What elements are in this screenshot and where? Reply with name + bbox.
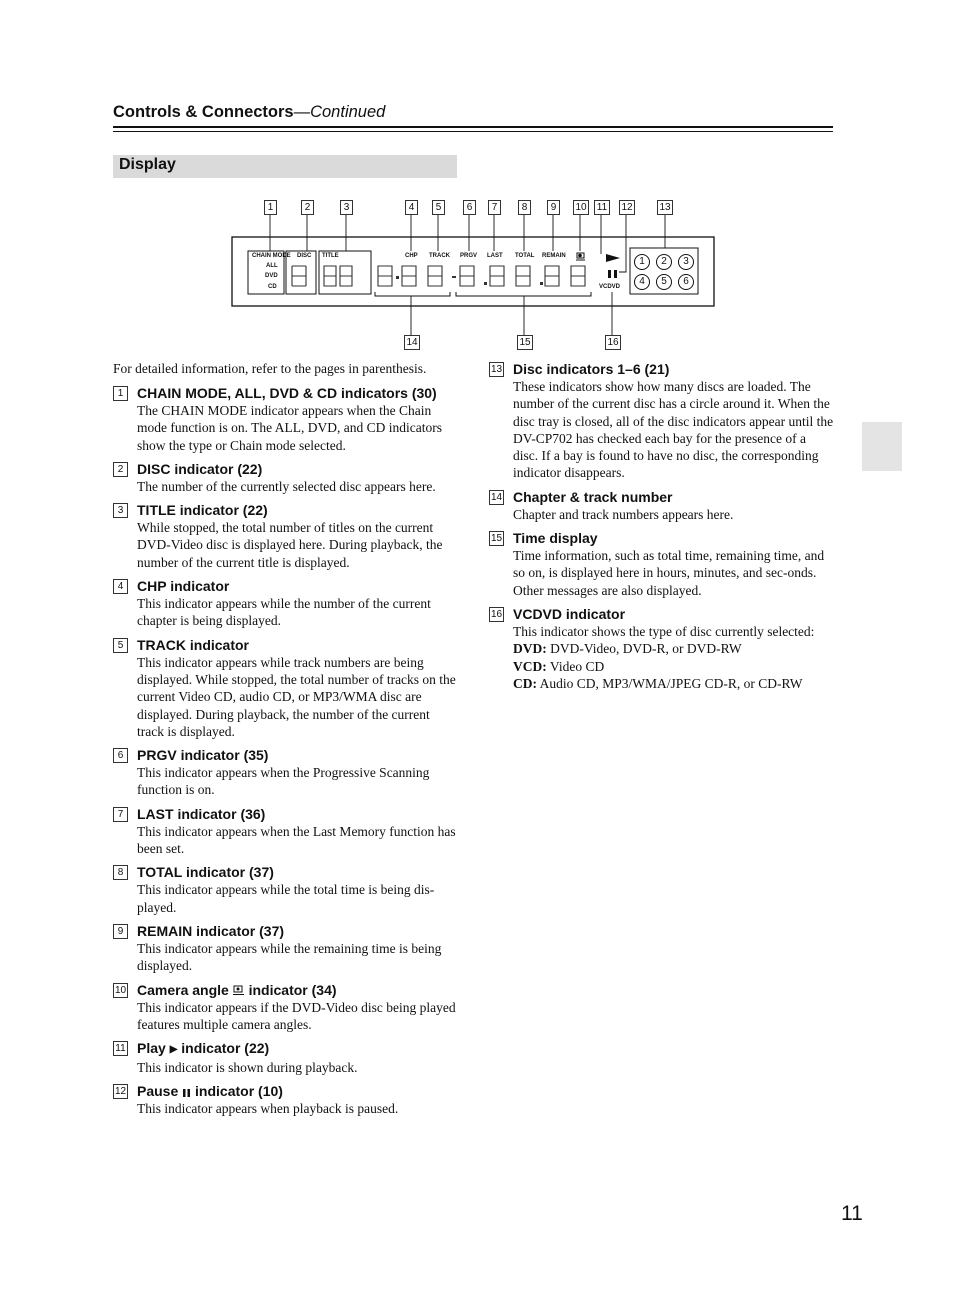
lcd-label-disc: DISC (297, 253, 312, 259)
item-body: The CHAIN MODE indicator appears when the Chain mode function is on. The ALL, DVD, and CD indicators show the type or Chain mode selected. (137, 403, 442, 453)
left-column (113, 360, 458, 1124)
disc-indicator-6: 6 (678, 274, 694, 290)
item-number: 10 (114, 984, 127, 996)
item-title: DISC indicator (22) (137, 460, 263, 477)
item-body: This indicator appears while the number of the current chapter is being displayed. (137, 596, 431, 629)
callout-7: 7 (488, 200, 501, 215)
callout-16: 16 (605, 335, 621, 350)
callout-15: 15 (517, 335, 533, 350)
item-2 (113, 460, 458, 495)
lcd-label-vcdvd: VCDVD (599, 284, 621, 290)
item-title: Time display (513, 530, 598, 547)
lcd-label-title: TITLE (322, 253, 339, 259)
callout-2: 2 (301, 200, 314, 215)
item-number: 1 (113, 386, 128, 401)
item-number: 7 (113, 807, 128, 822)
item-title: LAST indicator (36) (137, 805, 266, 822)
item-title (137, 1082, 458, 1100)
display-diagram-graphic (0, 0, 954, 360)
lcd-label-chp: CHP (405, 253, 418, 259)
header-continued: —Continued (293, 103, 386, 121)
disc-indicator-2: 2 (656, 254, 672, 270)
callout-9: 9 (547, 200, 560, 215)
camera-angle-icon (576, 253, 585, 260)
item-number: 5 (113, 638, 128, 653)
item-title: TITLE indicator (22) (137, 502, 268, 519)
item-number: 9 (113, 924, 128, 939)
item-14 (489, 488, 834, 523)
item-title: Disc indicators 1–6 (21) (513, 361, 670, 377)
item-number: 3 (113, 503, 128, 518)
item-body: This indicator appears if the DVD-Video disc being played features multiple camera angles. (137, 999, 456, 1032)
disc-indicator-4: 4 (634, 274, 650, 290)
item-number: 15 (490, 533, 503, 545)
item-title: REMAIN indicator (37) (137, 922, 285, 939)
cd-key: CD: (513, 675, 537, 691)
item-number: 12 (114, 1086, 127, 1098)
item-title: Chapter & track number (513, 488, 673, 505)
callout-8: 8 (518, 200, 531, 215)
item-number: 8 (113, 865, 128, 880)
item-body-text: This indicator shows the type of disc currently selected: (513, 623, 815, 639)
item-number: 14 (490, 491, 503, 503)
vcd-key: VCD: (513, 658, 547, 674)
item-body (513, 623, 834, 692)
section-title: Display (119, 156, 176, 173)
disc-indicator-3: 3 (678, 254, 694, 270)
item-body: This indicator appears when the Last Memory function has been set. (137, 823, 456, 857)
item-title-part: indicator (10) (195, 1083, 283, 1100)
page-number: 11 (841, 1202, 863, 1225)
callout-6: 6 (463, 200, 476, 215)
item-13 (489, 360, 834, 482)
item-body: Chapter and track numbers appears here. (513, 506, 734, 522)
item-16 (489, 605, 834, 692)
vcd-value: Video CD (549, 658, 605, 674)
lcd-label-remain: REMAIN (542, 253, 566, 259)
lcd-label-chain-mode: CHAIN MODE (252, 253, 291, 259)
item-title-part: indicator (34) (248, 981, 337, 998)
right-column (489, 360, 834, 698)
callout-11: 11 (594, 200, 610, 215)
side-tab (862, 422, 902, 471)
item-number: 2 (113, 462, 128, 477)
callout-13: 13 (657, 200, 673, 215)
dvd-value: DVD-Video, DVD-R, or DVD-RW (550, 641, 742, 657)
item-number: 4 (113, 579, 128, 594)
pause-bars-icon (608, 270, 611, 278)
item-body: This indicator appears when playback is paused. (137, 1101, 399, 1117)
callout-5: 5 (432, 200, 445, 215)
item-title: VCDVD indicator (513, 605, 626, 622)
item-8 (113, 863, 458, 916)
lcd-label-prgv: PRGV (460, 253, 478, 259)
item-title: PRGV indicator (35) (137, 747, 269, 764)
item-body: This indicator appears when the Progressive Scanning function is on. (137, 765, 430, 798)
item-body: While stopped, the total number of titles on the current DVD-Video disc is displayed here. During playback, the number of the current title is displayed. (137, 520, 443, 570)
item-number: 11 (113, 1041, 128, 1056)
disc-indicator-5: 5 (656, 274, 672, 290)
camera-angle-icon (233, 985, 245, 996)
item-title: CHP indicator (137, 578, 230, 595)
item-title: TOTAL indicator (37) (137, 864, 274, 881)
lcd-label-total: TOTAL (515, 253, 535, 259)
callout-1: 1 (264, 200, 277, 215)
lcd-label-track: TRACK (429, 253, 450, 259)
callout-3: 3 (340, 200, 353, 215)
disc-indicator-1: 1 (634, 254, 650, 270)
item-title (137, 981, 458, 999)
item-5 (113, 636, 458, 740)
item-body: This indicator appears while the total time is being dis-played. (137, 882, 435, 915)
item-body: This indicator appears while track numbers are being displayed. While stopped, the total number of tracks on the current Video CD, audio CD, or MP3/WMA disc are displayed. During playback, the number of the current track is displayed. (137, 654, 456, 739)
item-title: TRACK indicator (137, 636, 249, 653)
pause-icon (182, 1087, 191, 1097)
lcd-label-last: LAST (487, 253, 503, 259)
callout-10: 10 (573, 200, 589, 215)
item-title (137, 1039, 458, 1059)
lcd-label-cd: CD (268, 284, 277, 290)
callout-12: 12 (619, 200, 635, 215)
dvd-key: DVD: (513, 641, 547, 657)
item-number: 16 (490, 608, 503, 620)
item-body: This indicator is shown during playback. (137, 1060, 358, 1076)
item-number: 6 (113, 748, 128, 763)
item-title-part: Pause (137, 1083, 179, 1100)
item-title-part: indicator (22) (181, 1040, 270, 1057)
play-icon: ▶ (169, 1044, 178, 1056)
item-9 (113, 922, 458, 975)
item-10 (113, 981, 458, 1034)
item-body: Time information, such as total time, remaining time, and so on, is displayed here in hours, minutes, and sec-onds. Other messages are also displayed. (513, 548, 825, 598)
item-number: 13 (490, 364, 503, 375)
item-body: These indicators show how many discs are loaded. The number of the current disc has a circle around it. When the disc tray is closed, all of the disc indicators appear until the DV-CP702 has checked each bay for the presence of a disc. If a bay is found to have no disc, the corresponding indicator disappears. (513, 379, 834, 481)
item-4 (113, 577, 458, 630)
intro-text: For detailed information, refer to the pages in parenthesis. (113, 361, 427, 376)
lcd-label-dvd: DVD (265, 273, 278, 279)
item-title-part: Camera angle (137, 981, 229, 998)
item-body: This indicator appears while the remaining time is being displayed. (137, 940, 442, 974)
item-15 (489, 529, 834, 599)
header-title: Controls & Connectors (113, 103, 294, 121)
item-7 (113, 805, 458, 858)
display-diagram (0, 0, 954, 360)
play-triangle-icon (606, 254, 620, 262)
callout-4: 4 (405, 200, 418, 215)
item-title-part: Play (137, 1040, 166, 1057)
callout-14: 14 (404, 335, 420, 350)
item-12 (113, 1082, 458, 1117)
item-title: CHAIN MODE, ALL, DVD & CD indicators (30) (137, 385, 437, 401)
item-11 (113, 1039, 458, 1076)
item-3 (113, 501, 458, 571)
item-body: The number of the currently selected disc appears here. (137, 478, 436, 494)
lcd-label-all: ALL (266, 263, 278, 269)
item-6 (113, 746, 458, 799)
cd-value: Audio CD, MP3/WMA/JPEG CD-R, or CD-RW (539, 675, 803, 691)
item-1 (113, 384, 458, 454)
